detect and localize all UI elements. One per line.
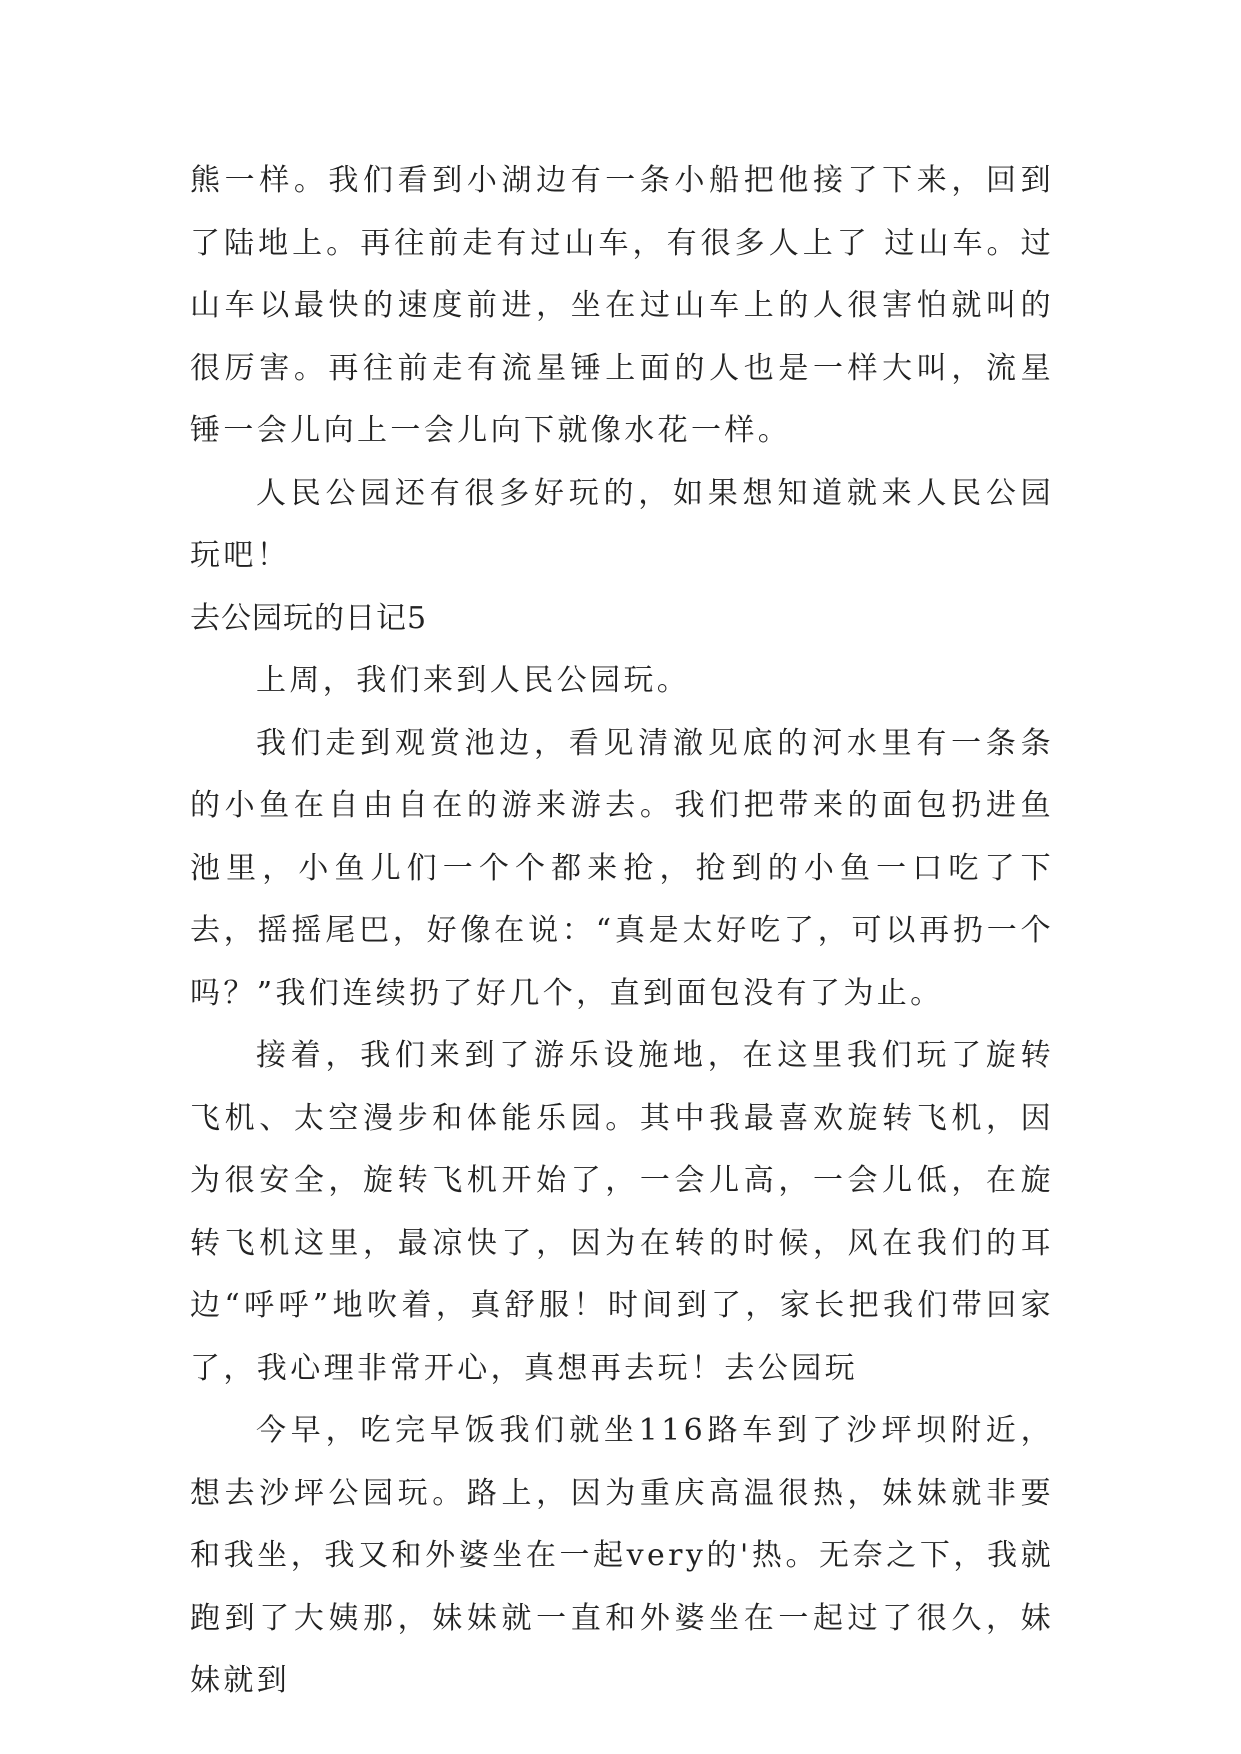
document-body xyxy=(190,150,1054,1713)
paragraph-4: 我们走到观赏池边，看见清澈见底的河水里有一条条的小鱼在自由自在的游来游去。我们把带来的面包扔进鱼池里，小鱼儿们一个个都来抢，抢到的小鱼一口吃了下去，摇摇尾巴，好像在说：“真是太好吃了，可以再扔一个吗？”我们连续扔了好几个，直到面包没有了为止。 xyxy=(190,725,1054,1011)
paragraph-5: 接着，我们来到了游乐设施地，在这里我们玩了旋转飞机、太空漫步和体能乐园。其中我最喜欢旋转飞机，因为很安全，旋转飞机开始了，一会儿高，一会儿低，在旋转飞机这里，最凉快了，因为在转的时候，风在我们的耳边“呼呼”地吹着，真舒服！时间到了，家长把我们带回家了，我心理非常开心，真想再去玩！去公园玩 xyxy=(190,1038,1054,1386)
paragraph-1: 熊一样。我们看到小湖边有一条小船把他接了下来，回到了陆地上。再往前走有过山车，有很多人上了 过山车。过山车以最快的速度前进，坐在过山车上的人很害怕就叫的很厉害。再往前走有流星锤上面的人也是一样大叫，流星锤一会儿向上一会儿向下就像水花一样。 xyxy=(190,163,1054,448)
paragraph-2: 人民公园还有很多好玩的，如果想知道就来人民公园玩吧！ xyxy=(190,475,1054,573)
paragraph-3: 上周，我们来到人民公园玩。 xyxy=(256,663,691,698)
section-heading: 去公园玩的日记5 xyxy=(190,600,428,636)
paragraph-6: 今早，吃完早饭我们就坐116路车到了沙坪坝附近，想去沙坪公园玩。路上，因为重庆高温很热，妹妹就非要和我坐，我又和外婆坐在一起very的'热。无奈之下，我就跑到了大姨那，妹妹就一直和外婆坐在一起过了很久，妹妹就到 xyxy=(190,1413,1054,1698)
